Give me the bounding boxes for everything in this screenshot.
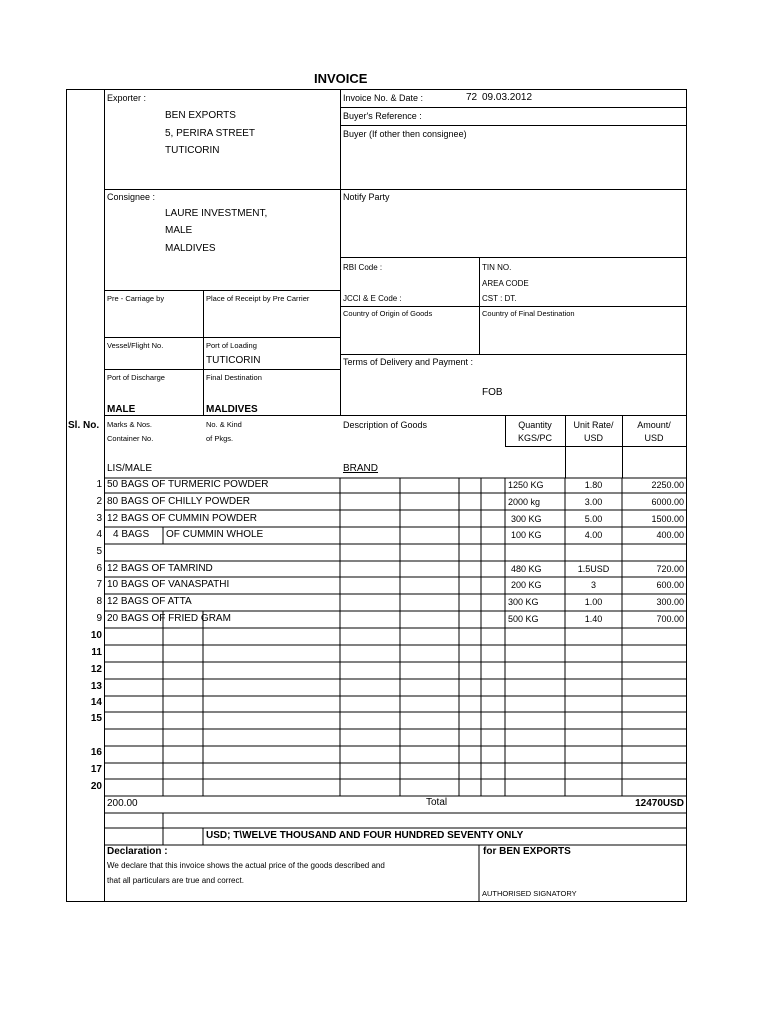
buyers-reference-label: Buyer's Reference : xyxy=(343,111,422,121)
item-amount: 400.00 xyxy=(656,530,684,540)
item-sl: 5 xyxy=(96,546,102,557)
area-code-label: AREA CODE xyxy=(482,279,529,288)
terms-label: Terms of Delivery and Payment : xyxy=(343,357,474,367)
kind-header-line2: of Pkgs. xyxy=(206,434,234,443)
quantity-header-line2: KGS/PC xyxy=(517,433,552,443)
item-sl: 6 xyxy=(96,563,102,574)
invoice-number: 72 xyxy=(466,92,478,103)
item-amount: 700.00 xyxy=(656,614,684,624)
row-number: 11 xyxy=(91,647,102,658)
description-header: Description of Goods xyxy=(343,420,428,430)
quantity-header-line1: Quantity xyxy=(518,420,552,430)
item-qty: 300 KG xyxy=(508,597,539,607)
item-rate: 5.00 xyxy=(584,514,603,524)
item-rate: 1.40 xyxy=(584,614,603,624)
item-goods-detail: OF CUMMIN WHOLE xyxy=(166,529,264,540)
page-title: INVOICE xyxy=(314,71,368,86)
item-rate: 1.00 xyxy=(584,597,603,607)
item-rate: 3.00 xyxy=(584,497,603,507)
item-sl: 2 xyxy=(96,496,102,507)
row-number: 20 xyxy=(90,781,102,792)
port-discharge-value: MALE xyxy=(107,404,136,415)
item-rate: 4.00 xyxy=(584,530,603,540)
row-number: 14 xyxy=(90,697,102,708)
item-goods: 10 BAGS OF VANASPATHI xyxy=(107,579,230,590)
item-sl: 8 xyxy=(96,596,102,607)
final-destination-value: MALDIVES xyxy=(206,404,258,415)
invoice-date: 09.03.2012 xyxy=(482,92,533,103)
marks-header-line2: Container No. xyxy=(107,434,154,443)
item-goods: 12 BAGS OF TAMRIND xyxy=(107,563,213,574)
terms-value: FOB xyxy=(482,387,503,398)
amount-in-words: USD; T\WELVE THOUSAND AND FOUR HUNDRED SEVENTY ONLY xyxy=(206,830,524,841)
item-amount: 720.00 xyxy=(656,564,684,574)
item-goods: 50 BAGS OF TURMERIC POWDER xyxy=(107,479,269,490)
amount-header-line1: Amount/ xyxy=(637,420,671,430)
authorised-signatory-label: AUTHORISED SIGNATORY xyxy=(482,889,577,898)
item-qty: 200 KG xyxy=(511,580,542,590)
unit-rate-header-line2: USD xyxy=(583,433,603,443)
country-final-label: Country of Final Destination xyxy=(482,309,575,318)
row-number: 16 xyxy=(90,747,102,758)
exporter-name: BEN EXPORTS xyxy=(165,110,236,121)
buyer-other-label: Buyer (If other then consignee) xyxy=(343,129,467,139)
rbi-code-label: RBI Code : xyxy=(343,263,383,272)
tin-no-label: TIN NO. xyxy=(482,263,512,272)
kind-header-line1: No. & Kind xyxy=(206,420,242,429)
item-goods: 12 BAGS OF ATTA xyxy=(107,596,192,607)
item-goods: 4 BAGS xyxy=(113,529,150,540)
item-rate: 3 xyxy=(590,580,596,590)
item-qty: 300 KG xyxy=(511,514,542,524)
notify-party-label: Notify Party xyxy=(343,192,390,202)
exporter-address-line1: 5, PERIRA STREET xyxy=(165,128,256,139)
item-sl: 1 xyxy=(96,479,102,490)
item-qty: 480 KG xyxy=(511,564,542,574)
total-amount: 12470USD xyxy=(635,798,684,809)
final-destination-label: Final Destination xyxy=(206,373,262,382)
amount-header-line2: USD xyxy=(644,433,664,443)
item-rate: 1.5USD xyxy=(577,564,610,574)
country-origin-label: Country of Origin of Goods xyxy=(343,309,433,318)
item-qty: 100 KG xyxy=(511,530,542,540)
item-amount: 300.00 xyxy=(656,597,684,607)
item-goods: 12 BAGS OF CUMMIN POWDER xyxy=(107,513,258,524)
item-qty: 1250 KG xyxy=(508,480,544,490)
vessel-label: Vessel/Flight No. xyxy=(107,341,164,350)
exporter-address-line2: TUTICORIN xyxy=(165,145,220,156)
item-goods: 20 BAGS OF FRIED GRAM xyxy=(107,613,231,624)
item-amount: 600.00 xyxy=(656,580,684,590)
declaration-line2: that all particulars are true and correct. xyxy=(107,876,244,885)
jcci-code-label: JCCI & E Code : xyxy=(343,294,402,303)
item-sl: 4 xyxy=(96,529,102,540)
item-sl: 7 xyxy=(96,579,102,590)
invoice-no-label: Invoice No. & Date : xyxy=(343,93,424,103)
unit-rate-header-line1: Unit Rate/ xyxy=(573,420,614,430)
item-goods: 80 BAGS OF CHILLY POWDER xyxy=(107,496,251,507)
exporter-label: Exporter : xyxy=(107,93,147,103)
item-amount: 1500.00 xyxy=(651,514,684,524)
port-discharge-label: Port of Discharge xyxy=(107,373,165,382)
consignee-line3: MALDIVES xyxy=(165,243,216,254)
brand-label: BRAND xyxy=(343,463,379,474)
item-amount: 6000.00 xyxy=(651,497,684,507)
row-number: 13 xyxy=(90,681,102,692)
total-label: Total xyxy=(426,797,448,808)
item-qty: 500 KG xyxy=(508,614,539,624)
declaration-line1: We declare that this invoice shows the actual price of the goods described and xyxy=(107,861,385,870)
marks-header-line1: Marks & Nos. xyxy=(107,420,153,429)
marks-value: LIS/MALE xyxy=(107,463,153,474)
item-sl: 9 xyxy=(96,613,102,624)
row-number: 15 xyxy=(90,713,102,724)
sl-no-header: Sl. No. xyxy=(68,420,100,431)
for-company-label: for BEN EXPORTS xyxy=(483,846,571,857)
port-loading-label: Port of Loading xyxy=(206,341,257,350)
consignee-label: Consignee : xyxy=(107,192,156,202)
item-rate: 1.80 xyxy=(584,480,603,490)
pre-carriage-label: Pre - Carriage by xyxy=(107,294,165,303)
total-packages: 200.00 xyxy=(107,798,138,809)
row-number: 17 xyxy=(90,764,102,775)
declaration-label: Declaration : xyxy=(107,846,168,857)
item-amount: 2250.00 xyxy=(651,480,684,490)
item-sl: 3 xyxy=(96,513,102,524)
port-loading-value: TUTICORIN xyxy=(206,355,261,366)
consignee-line1: LAURE INVESTMENT, xyxy=(165,208,268,219)
place-receipt-label: Place of Receipt by Pre Carrier xyxy=(206,294,310,303)
cst-label: CST : DT. xyxy=(482,294,517,303)
consignee-line2: MALE xyxy=(165,225,193,236)
item-qty: 2000 kg xyxy=(508,497,541,507)
row-number: 10 xyxy=(90,630,102,641)
row-number: 12 xyxy=(90,664,102,675)
